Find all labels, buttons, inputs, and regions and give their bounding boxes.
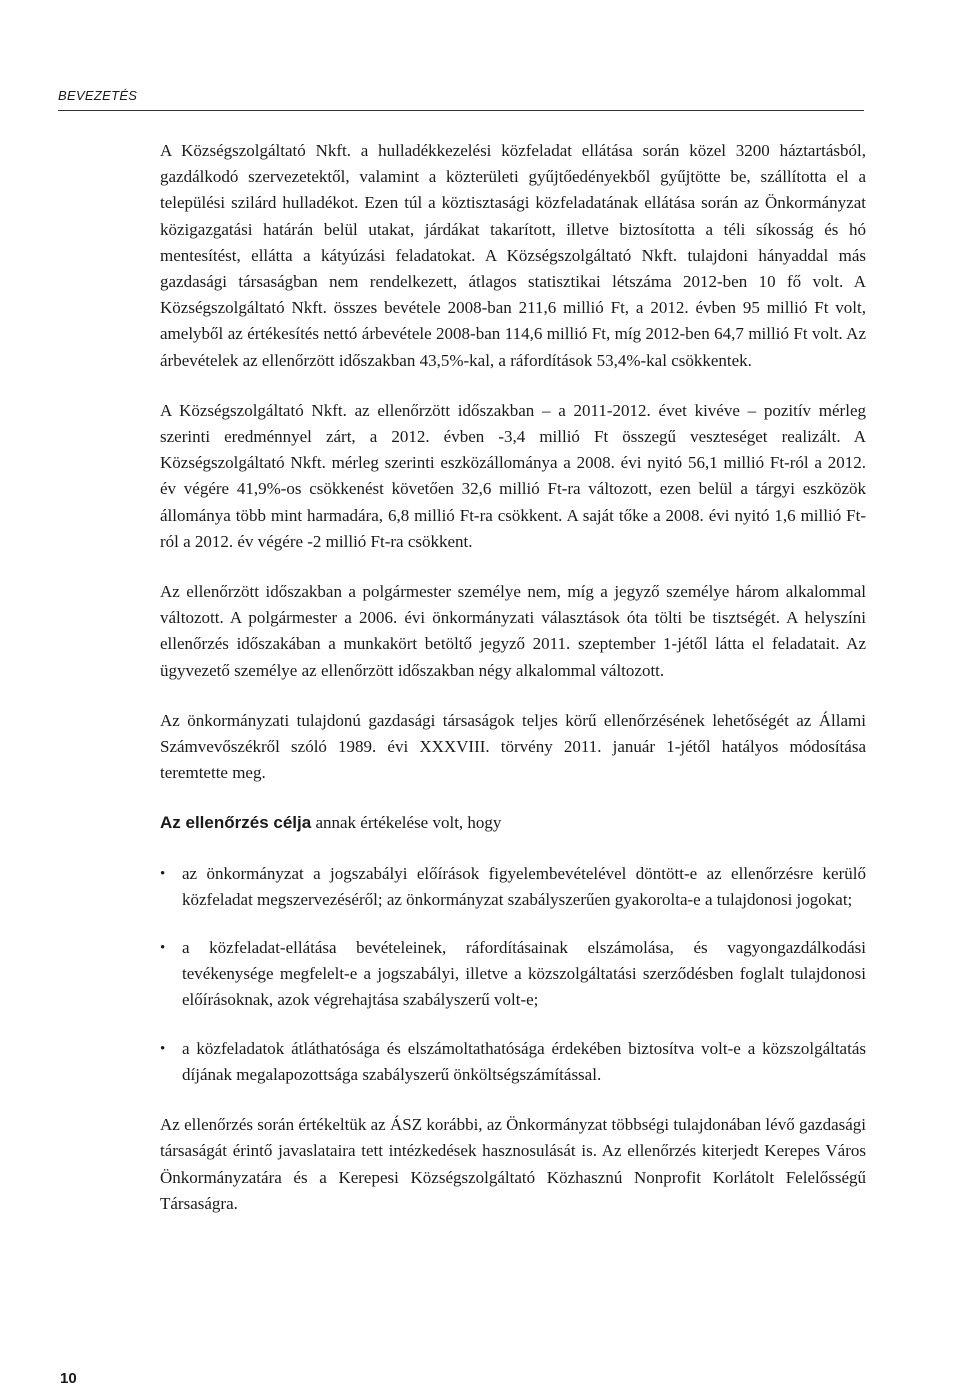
aim-text: az önkormányzat a jogszabályi előírások figyelembevételével döntött-e az ellenőrzésre kerülő közfeladat megszervezéséről; az önkormányzat szabályszerűen gyakorolta-e a tulajdonosi jogokat; — [182, 863, 866, 909]
list-item — [160, 935, 866, 1014]
page-body — [160, 138, 866, 1241]
paragraph-legal-basis: Az önkormányzati tulajdonú gazdasági társaságok teljes körű ellenőrzésének lehetőségét az Állami Számvevőszékről szóló 1989. évi XXXVIII. törvény 2011. január 1-jétől hatályos módosítása teremtette meg. — [160, 710, 866, 783]
paragraph-financial-results: A Községszolgáltató Nkft. az ellenőrzött időszakban – a 2011-2012. évet kivéve – pozitív mérleg szerinti eredménnyel zárt, a 2012. évben -3,4 millió Ft összegű veszteséget realizált. A Községszolgáltató Nkft. mérleg szerinti eszközállománya a 2008. évi nyitó 56,1 millió Ft-ról a 2012. év végére 41,9%-os csökkenést követően 32,6 millió Ft-ra változott, ezen belül a tárgyi eszközök állománya több mint harmadára, 6,8 millió Ft-ra csökkent. A saját tőke a 2008. évi nyitó 1,6 millió Ft-ról a 2012. év végére -2 millió Ft-ra csökkent. — [160, 400, 866, 551]
page-number: 10 — [60, 1370, 77, 1387]
aim-text: a közfeladatok átláthatósága és elszámoltathatósága érdekében biztosítva volt-e a közszolgáltatás díjának megalapozottsága szabályszerű önköltségszámítással. — [182, 1038, 866, 1084]
aim-list — [160, 861, 866, 1088]
bullet-icon: • — [160, 940, 166, 957]
aim-intro — [160, 810, 866, 836]
aim-text: a közfeladat-ellátása bevételeinek, ráfordításainak elszámolása, és vagyongazdálkodási tevékenysége megfelelt-e a jogszabályi, illetve a közszolgáltatási szerződésben foglalt tulajdonosi előírásoknak, azok végrehajtása szabályszerű volt-e; — [182, 938, 866, 1010]
list-item — [160, 861, 866, 913]
paragraph-company-overview: A Községszolgáltató Nkft. a hulladékkezelési közfeladat ellátása során közel 3200 háztartásból, gazdálkodó szervezetektől, valamint a közterületi gyűjtőedényekből gyűjtötte be, szállította el a települési szilárd hulladékot. Ezen túl a köztisztasági közfeladatának ellátása során az Önkormányzat közigazgatási határán belül utakat, járdákat takarított, illetve biztosította a téli síkosság és hó mentesítést, ellátta a kátyúzási feladatokat. A Községszolgáltató Nkft. tulajdoni hányaddal más gazdasági társaságban nem rendelkezett, átlagos statisztikai létszáma 2012-ben 10 fő volt. A Községszolgáltató Nkft. összes bevétele 2008-ban 211,6 millió Ft, a 2012. évben 95 millió Ft volt, amelyből az értékesítés nettó árbevétele 2008-ban 114,6 millió Ft, míg 2012-ben 64,7 millió Ft volt. Az árbevételek az ellenőrzött időszakban 43,5%-kal, a ráfordítások 53,4%-kal csökkentek. — [160, 141, 866, 370]
list-item — [160, 1036, 866, 1088]
aim-intro-text: annak értékelése volt, hogy — [311, 813, 502, 833]
bullet-icon: • — [160, 865, 166, 882]
paragraph-closing: Az ellenőrzés során értékeltük az ÁSZ korábbi, az Önkormányzat többségi tulajdonában lévő gazdasági társaságát érintő javaslataira tett intézkedések hasznosulását is. Az ellenőrzés kiterjedt Kerepes Város Önkormányzatára és a Kerepesi Községszolgáltató Közhasznú Nonprofit Korlátolt Felelősségű Társaságra. — [160, 1115, 866, 1213]
aim-intro-heading: Az ellenőrzés célja — [160, 813, 312, 833]
bullet-icon: • — [160, 1040, 166, 1057]
running-header: BEVEZETÉS — [58, 88, 138, 103]
paragraph-personnel: Az ellenőrzött időszakban a polgármester személye nem, míg a jegyző személye három alkalommal változott. A polgármester a 2006. évi önkormányzati választások óta tölti be tisztségét. A helyszíni ellenőrzés időszakában a munkakört betöltő jegyző 2011. szeptember 1-jétől látta el feladatait. Az ügyvezető személye az ellenőrzött időszakban négy alkalommal változott. — [160, 582, 866, 680]
header-divider — [58, 110, 864, 111]
